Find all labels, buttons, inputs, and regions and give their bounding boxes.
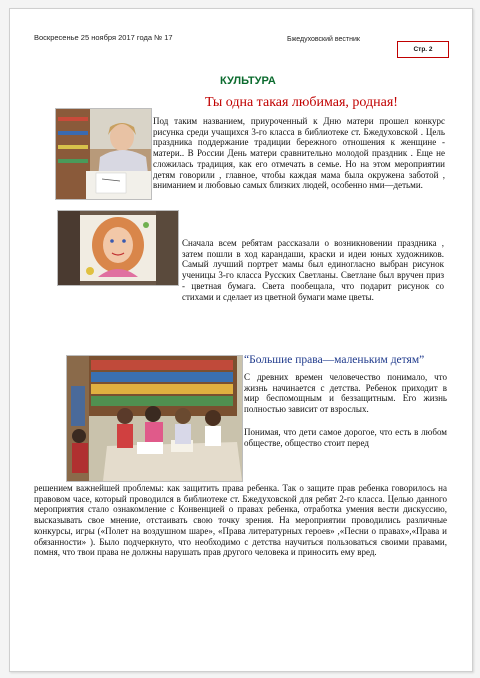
article2-paragraph2-continued: решением важнейшей проблемы: как защитить права ребенка. Так о защите прав ребенка говорилось на правовом часе, который проводился в библиотеке ст. Бжедуховской для ребят 2-го класса. Целью данного мероприятия стало ознакомление с Конвенцией о правах ребенка, отработка умения вести дискуссию, высказывать свое мнение, отстаивать свою точку зрения. На мероприятии проводились различные конкурсы, игры («Полет на воздушном шаре», «Права литературных героев» ,«Песни о правах»,«Права и обязанности» ). Было подчеркнуто, что необходимо с детства научиться пользоваться своими правами, помня, что твои права не должны нарушать прав другого человека и приносить ему вред. <box>34 483 447 558</box>
article2-headline: “Большие права—маленьким детям” <box>244 354 425 366</box>
article1-paragraph2: Сначала всем ребятам рассказали о возникновении праздника , затем пошли в ход карандаши, краски и идеи юных художников. Самый лучший портрет мамы был единогласно выбран рисунок ученицы 3-го класса Русских Светланы. Светлане был вручен приз - цветная бумага. Света пообещала, что подарит рисунок со стихами и сделает из цветной бумаги маме цветы. <box>182 238 444 302</box>
article2-paragraph1: С древних времен человечество понимало, что жизнь начинается с детства. Ребенок приходит в мир беспомощным и беззащитным. Его жизнь полностью зависит от взрослых. <box>244 372 447 415</box>
article2-paragraph2-start: Понимая, что дети самое дорогое, что есть в любом обществе, общество стоит перед <box>244 427 447 448</box>
photo-girl-drawing <box>55 108 152 200</box>
issue-date: Воскресенье 25 ноября 2017 года № 17 <box>34 33 173 42</box>
newspaper-title: Бжедуховский вестник <box>287 36 360 43</box>
newspaper-page <box>9 8 473 672</box>
page-number: Стр. 2 <box>413 46 433 53</box>
article1-headline: Ты одна такая любимая, родная! <box>205 95 398 110</box>
photo-mother-portrait-drawing <box>57 210 179 286</box>
page-number-box <box>397 41 449 58</box>
photo-children-library <box>66 355 243 482</box>
article1-paragraph1: Под таким названием, приуроченный к Дню матери прошел конкурс рисунка среди учащихся 3-го класса в библиотеке ст. Бжедуховской . Цель праздника поддержание традиции бережного отношения к женщине - матери.. В России День матери сравнительно молодой праздник . Еще не сложилась традиция, как его отмечать в семье. Но на этом мероприятии детям говорили , главное, чтобы каждая мама была окружена заботой , вниманием и любовью самых близких людей, особенно нми—детьми. <box>153 116 445 191</box>
section-heading: КУЛЬТУРА <box>220 75 276 87</box>
